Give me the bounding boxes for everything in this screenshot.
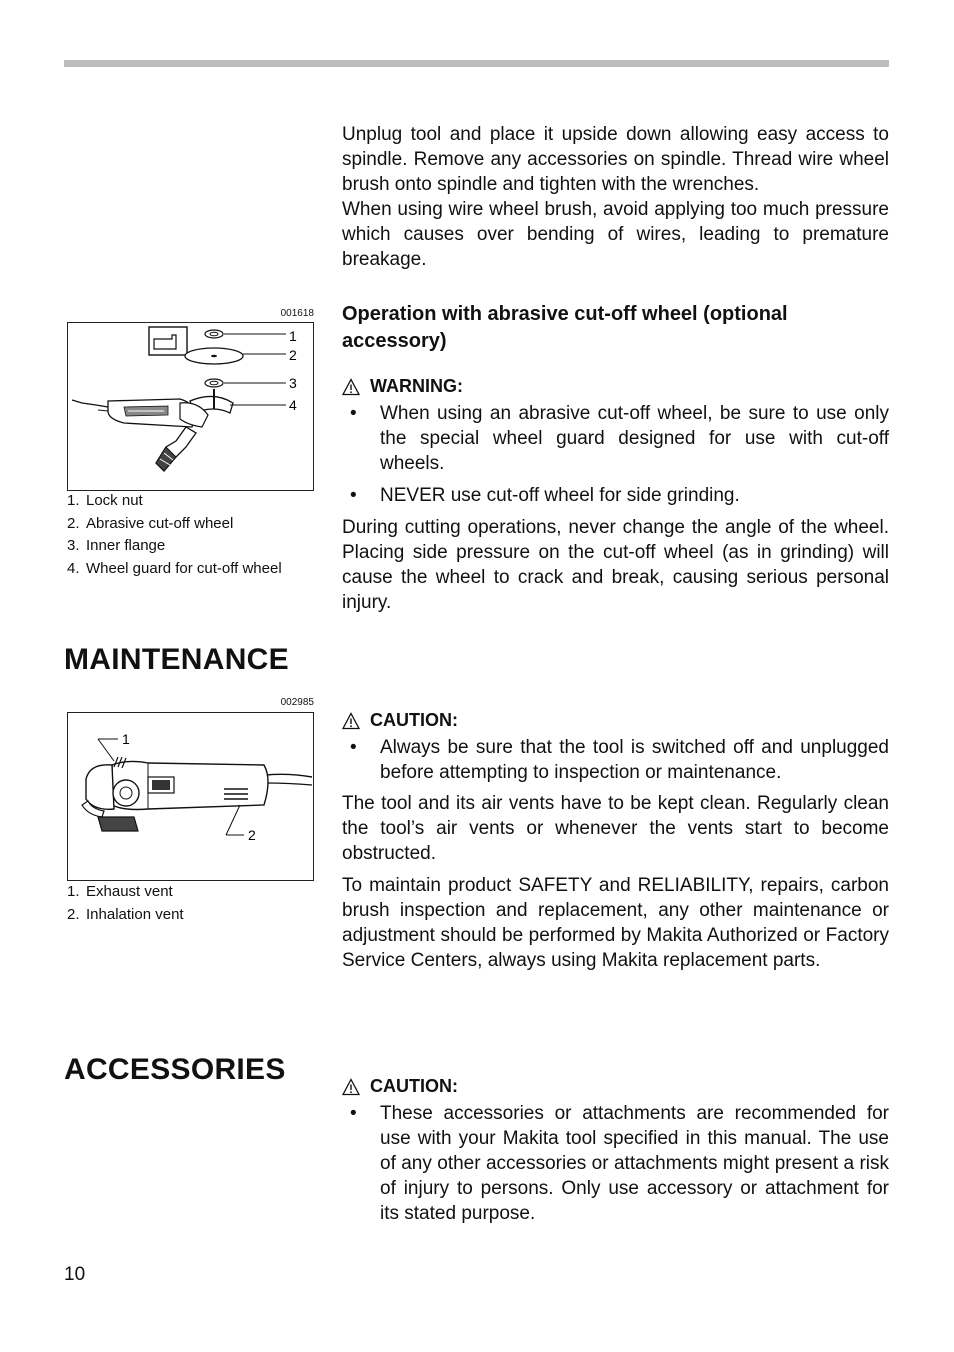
bullet-item: • When using an abrasive cut-off wheel, be sure to use only the special wheel guard designed for use with cut-off wheels. [350, 403, 889, 474]
bullet-item: • Always be sure that the tool is switched off and unplugged before attempting to inspection or maintenance. [350, 737, 889, 783]
callout-2: 2 [248, 827, 256, 843]
accessories-title: ACCESSORIES [64, 1053, 286, 1086]
power-cord [72, 400, 108, 407]
maintenance-title: MAINTENANCE [64, 643, 289, 676]
power-cord [266, 774, 312, 777]
cutoff-section [342, 301, 889, 615]
warning-icon [342, 378, 360, 396]
caution-label: CAUTION: [370, 710, 458, 730]
figure-cutoff-wheel [67, 322, 314, 491]
cutoff-paragraph: During cutting operations, never change the angle of the wheel. Placing side pressure on the cut-off wheel (as in grinding) will cause the wheel to crack and break, causing serious personal injury. [342, 517, 889, 613]
legend-item: 1. Lock nut [67, 492, 143, 509]
callout-3: 3 [289, 375, 297, 391]
bullet-item: • These accessories or attachments are recommended for use with your Makita tool specified in this manual. The use of any other accessories or attachments might present a risk of injury to persons. Only use accessory or attachment for its stated purpose. [350, 1103, 889, 1224]
callout-1: 1 [289, 328, 297, 344]
callout-1: 1 [122, 731, 130, 747]
cutoff-heading: Operation with abrasive cut-off wheel (optional accessory) [342, 303, 788, 352]
accessories-section [342, 1076, 889, 1226]
figure-code-2: 002985 [280, 697, 314, 708]
figure-air-vents [67, 712, 314, 881]
side-handle [98, 817, 138, 831]
intro-paragraph-2: When using wire wheel brush, avoid applying too much pressure which causes over bending of wires, leading to premature breakage. [342, 199, 889, 270]
maintenance-paragraph-2: To maintain product SAFETY and RELIABILITY, repairs, carbon brush inspection and replacement, any other maintenance or adjustment should be performed by Makita Authorized or Factory Service Centers, always using Makita replacement parts. [342, 875, 889, 971]
inner-flange [205, 379, 223, 387]
spindle-cap [113, 780, 139, 806]
top-rule [64, 60, 889, 67]
legend-item: 4. Wheel guard for cut-off wheel [67, 559, 282, 577]
caution-icon [342, 712, 360, 730]
grinder-vents-illustration [68, 713, 313, 880]
figure1-legend [67, 490, 282, 580]
caution-heading [342, 710, 889, 731]
figure-code-1: 001618 [280, 308, 314, 319]
callout-4: 4 [289, 397, 297, 413]
legend-item: 2. Abrasive cut-off wheel [67, 514, 234, 532]
maintenance-paragraph-1: The tool and its air vents have to be kept clean. Regularly clean the tool’s air vents or whenever the vents start to become obstructed. [342, 793, 889, 864]
bullet-item: • NEVER use cut-off wheel for side grinding. [350, 485, 740, 506]
grinder-cutoff-illustration [68, 323, 313, 490]
legend-item: 3. Inner flange [67, 537, 166, 554]
inset-box [149, 327, 187, 355]
legend-item: 1. Exhaust vent [67, 883, 173, 900]
warning-label: WARNING: [370, 376, 463, 396]
legend-item: 2. Inhalation vent [67, 905, 184, 923]
lock-nut [205, 330, 223, 338]
caution-icon [342, 1078, 360, 1096]
page-number: 10 [64, 1264, 86, 1285]
intro-paragraph-1: Unplug tool and place it upside down allowing easy access to spindle. Remove any accessories on spindle. Thread wire wheel brush onto spindle and tighten with the wrenches. [342, 124, 889, 195]
caution-label: CAUTION: [370, 1076, 458, 1096]
warning-heading [342, 376, 889, 397]
figure2-legend [67, 881, 184, 926]
callout-2: 2 [289, 347, 297, 363]
caution-heading [342, 1076, 889, 1097]
gear-head [86, 765, 114, 810]
maintenance-section [342, 710, 889, 973]
intro-section [342, 122, 889, 272]
